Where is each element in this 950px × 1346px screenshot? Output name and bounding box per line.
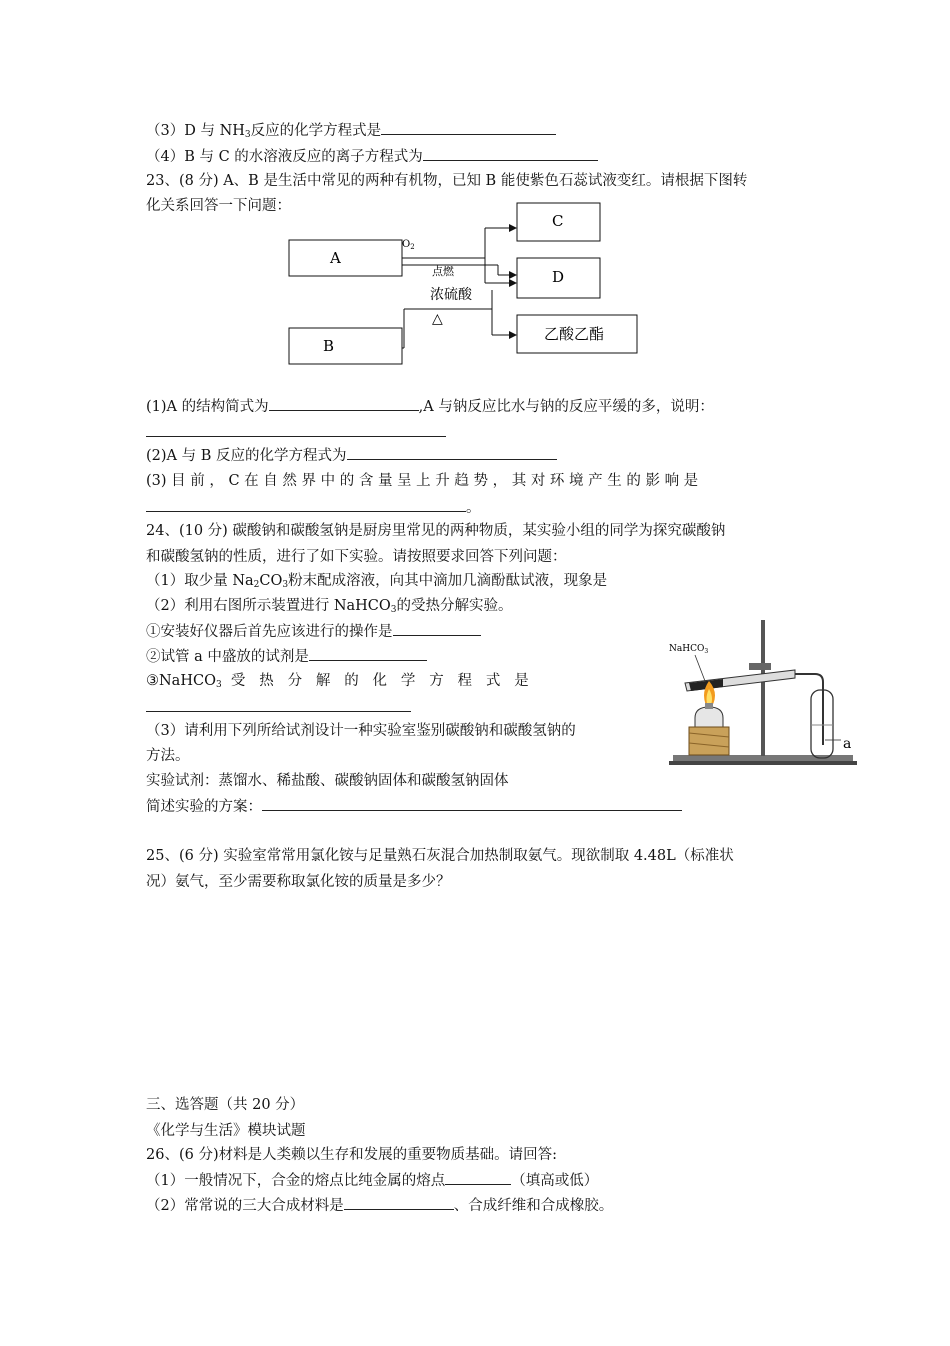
q23-part-1-blank-line [146,422,446,443]
answer-blank[interactable] [393,621,481,636]
module-title: 《化学与生活》模块试题 [146,1123,306,1139]
q26-part-1: （1）一般情况下，合金的熔点比纯金属的熔点 （填高或低） [146,1170,598,1191]
q23-part-3-blank-line: 。 [146,497,481,518]
answer-blank[interactable] [381,120,556,135]
q24-part-3-a: （3）请利用下列所给试剂设计一种实验室鉴别碳酸钠和碳酸氢钠的 [146,723,576,739]
box-a-label: A [330,249,341,267]
answer-blank[interactable] [146,697,411,712]
answer-blank[interactable] [423,146,598,161]
box-c-label: C [552,212,564,230]
answer-blank[interactable] [309,646,427,661]
q24-step-1: ①安装好仪器后首先应该进行的操作是 [146,621,481,642]
q24-reagents: 实验试剂：蒸馏水、稀盐酸、碳酸钠固体和碳酸氢钠固体 [146,773,509,789]
answer-blank[interactable] [146,497,466,512]
q25-line-2: 况）氨气，至少需要称取氯化铵的质量是多少？ [146,874,451,890]
answer-blank[interactable] [146,422,446,437]
q22-line-4: （4）B 与 C 的水溶液反应的离子方程式为 [146,146,598,167]
q24-intro-2: 和碳酸氢钠的性质，进行了如下实验。请按照要求回答下列问题： [146,549,567,565]
answer-blank[interactable] [445,1170,511,1185]
q23-part-3: (3) 目 前 ， C 在 自 然 界 中 的 含 量 呈 上 升 趋 势 ， 其 对 环 境 产 生 的 影 响 是 [146,473,699,489]
q24-intro-1: 24、(10 分) 碳酸钠和碳酸氢钠是厨房里常见的两种物质，某实验小组的同学为探究碳酸钠 [146,523,726,539]
q24-part-3-b: 方法。 [146,748,190,764]
acid-label: 浓硫酸 [430,287,472,303]
q23-intro-1: 23、(8 分) A、B 是生活中常见的两种有机物，已知 B 能使紫色石蕊试液变红。请根据下图转 [146,173,748,189]
q24-plan: 简述实验的方案： [146,796,682,817]
answer-blank[interactable] [344,1195,454,1210]
box-d-label: D [552,268,565,286]
q23-intro-2: 化关系回答一下问题： [146,198,291,214]
box-a [289,240,402,276]
box-b [289,328,402,364]
q24-step-3-blank-line [146,697,411,718]
nahco3-label: NaHCO$_3$ [669,644,709,655]
box-ester-label: 乙酸乙酯 [544,325,605,343]
q25-line-1: 25、(6 分) 实验室常常用氯化铵与足量熟石灰混合加热制取氨气。现欲制取 4.48L（标准状 [146,848,734,864]
q23-part-2: (2)A 与 B 反应的化学方程式为 [146,445,557,466]
nahco3-apparatus-figure [665,615,865,775]
q24-step-3: ③NaHCO$_3$ 受 热 分 解 的 化 学 方 程 式 是 [146,673,529,690]
q26-part-2: （2）常常说的三大合成材料是 、合成纤维和合成橡胶。 [146,1195,613,1216]
q22-line-3: （3）D 与 $NH_3$反应的化学方程式是 [146,120,556,145]
q24-part-1: （1）取少量 $Na_2CO_3$粉末配成溶液，向其中滴加几滴酚酞试液，现象是 [146,573,608,590]
o2-label: $O_2$ [402,239,415,251]
section-3-title: 三、选答题（共 20 分） [146,1097,305,1113]
heat-label: △ [432,311,443,327]
box-b-label: B [323,337,335,355]
q23-part-1: (1)A 的结构简式为 ,A 与钠反应比水与钠的反应平缓的多，说明： [146,396,714,417]
tube-a-label: a [843,736,852,752]
answer-blank[interactable] [347,445,557,460]
answer-blank[interactable] [269,396,419,411]
q24-part-2: （2）利用右图所示装置进行 NaHCO$_3$的受热分解实验。 [146,598,513,615]
q23-conversion-diagram [280,195,640,375]
ignite-label: 点燃 [432,265,454,278]
q24-step-2: ②试管 a 中盛放的试剂是 [146,646,427,667]
answer-blank[interactable] [262,796,682,811]
q26-intro: 26、(6 分)材料是人类赖以生存和发展的重要物质基础。请回答: [146,1147,557,1163]
